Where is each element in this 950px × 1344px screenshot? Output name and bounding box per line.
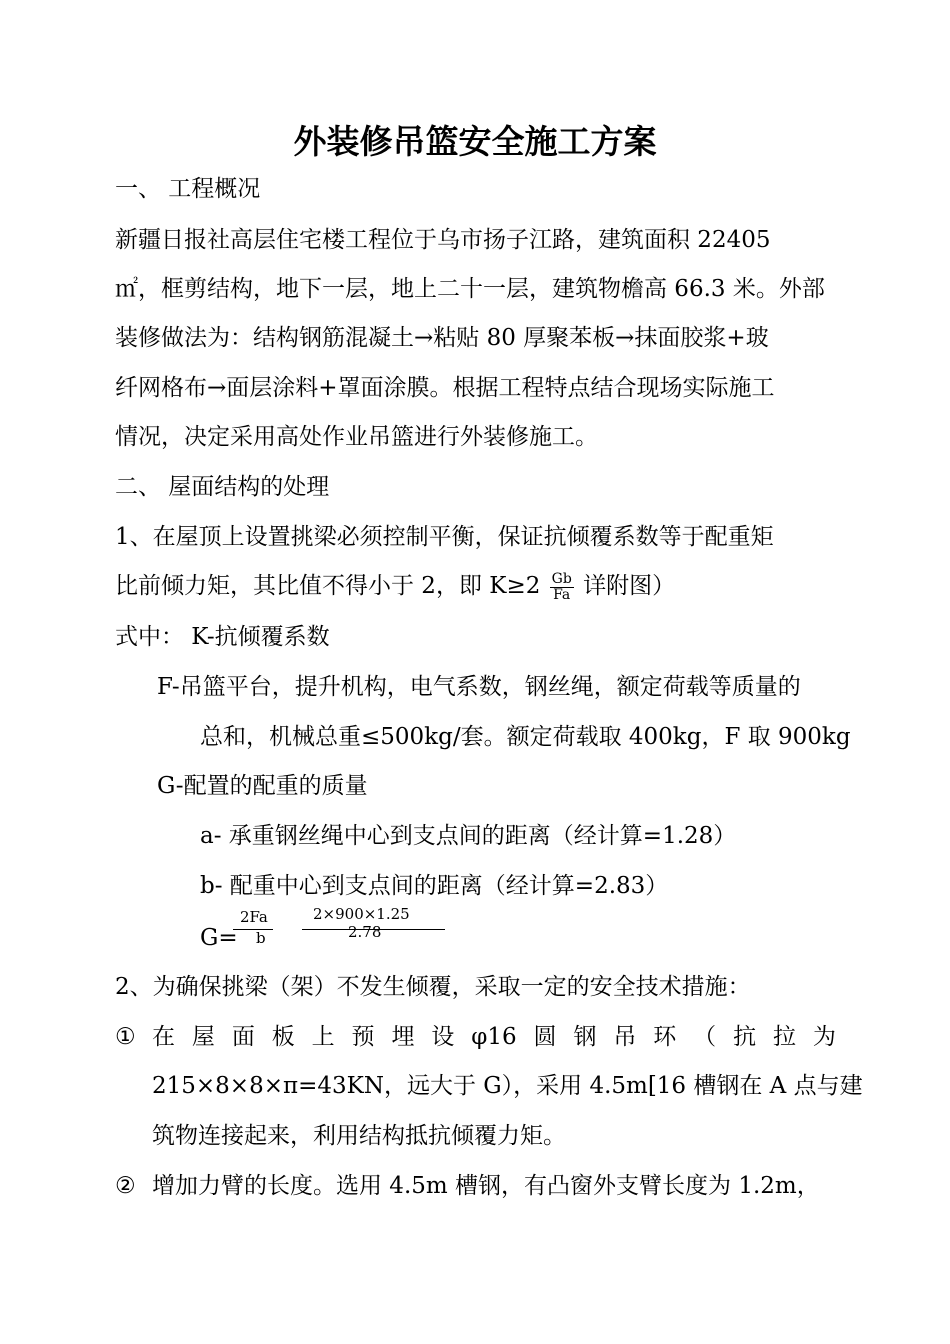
- document-title: 外装修吊篮安全施工方案: [293, 122, 657, 161]
- paragraph-line: 装修做法为：结构钢筋混凝土→粘贴 80 厚聚苯板→抹面胶浆+玻: [115, 325, 769, 351]
- definition-b: b- 配重中心到支点间的距离（经计算=2.83）: [200, 873, 669, 899]
- paragraph-line: ㎡，框剪结构，地下一层，地上二十一层，建筑物檐高 66.3 米。外部: [115, 276, 825, 302]
- justified-word: 吊: [613, 1024, 637, 1050]
- justified-word: （: [693, 1024, 717, 1050]
- g-formula-num1: 2Fa: [240, 908, 268, 926]
- item-1-text: 比前倾力矩，其比值不得小于 2，即 K≥2: [115, 573, 541, 599]
- item-1-text-end: 详附图）: [583, 573, 676, 599]
- g-formula-den2: 2.78: [348, 923, 382, 941]
- justified-word: 板: [271, 1024, 295, 1050]
- justified-word: 抗: [733, 1024, 757, 1050]
- item-1-line: 1、在屋顶上设置挑梁必须控制平衡，保证抗倾覆系数等于配重矩: [115, 524, 774, 550]
- justified-word: φ16: [471, 1024, 517, 1050]
- justified-word: 预: [351, 1024, 375, 1050]
- justified-word: 在: [152, 1024, 175, 1050]
- measure-1-line-3: 筑物连接起来，利用结构抵抗倾覆力矩。: [152, 1123, 566, 1149]
- measure-1-line: [152, 1022, 836, 1052]
- g-formula-num2: 2×900×1.25: [313, 905, 410, 923]
- g-formula-lhs: G=: [200, 925, 238, 951]
- fraction-bar: [233, 929, 273, 930]
- section-heading-overview: 一、 工程概况: [115, 176, 261, 202]
- definition-f-cont: 总和，机械总重≤500kg/套。额定荷载取 400kg，F 取 900kg: [200, 724, 851, 750]
- justified-word: 面: [231, 1024, 255, 1050]
- fraction-denominator: Fa: [553, 586, 571, 603]
- item-2-line: 2、为确保挑梁（架）不发生倾覆，采取一定的安全技术措施：: [115, 974, 751, 1000]
- circled-two: ②: [115, 1173, 136, 1199]
- fraction-numerator: Gb: [551, 570, 572, 587]
- circled-one: ①: [115, 1024, 136, 1050]
- justified-word: 埋: [391, 1024, 415, 1050]
- ratio-fraction: [550, 572, 574, 603]
- justified-word: 屋: [191, 1024, 215, 1050]
- justified-word: 拉: [772, 1024, 796, 1050]
- paragraph-line: 纤网格布→面层涂料+罩面涂膜。根据工程特点结合现场实际施工: [115, 375, 775, 401]
- justified-word: 钢: [573, 1024, 597, 1050]
- formula-legend-heading: 式中： K-抗倾覆系数: [115, 624, 330, 650]
- measure-2-line: 增加力臂的长度。选用 4.5m 槽钢，有凸窗外支臂长度为 1.2m，: [152, 1173, 820, 1199]
- justified-word: 圆: [533, 1024, 557, 1050]
- justified-word: 为: [812, 1024, 836, 1050]
- paragraph-line: 情况，决定采用高处作业吊篮进行外装修施工。: [115, 424, 598, 450]
- justified-word: 上: [311, 1024, 335, 1050]
- definition-g: G-配置的配重的质量: [157, 773, 368, 799]
- paragraph-line: 新疆日报社高层住宅楼工程位于乌市扬子江路，建筑面积 22405: [115, 227, 771, 253]
- measure-1-line-2: 215×8×8×π=43KN，远大于 G），采用 4.5m[16 槽钢在 A 点与建: [152, 1073, 863, 1099]
- justified-word: 设: [431, 1024, 455, 1050]
- section-heading-roof: 二、 屋面结构的处理: [115, 474, 330, 500]
- definition-f: F-吊篮平台，提升机构，电气系数，钢丝绳，额定荷载等质量的: [157, 674, 801, 700]
- g-formula-den1: b: [256, 929, 266, 947]
- definition-a: a- 承重钢丝绳中心到支点间的距离（经计算=1.28）: [200, 823, 737, 849]
- justified-word: 环: [653, 1024, 677, 1050]
- item-1-formula-line: [115, 571, 675, 603]
